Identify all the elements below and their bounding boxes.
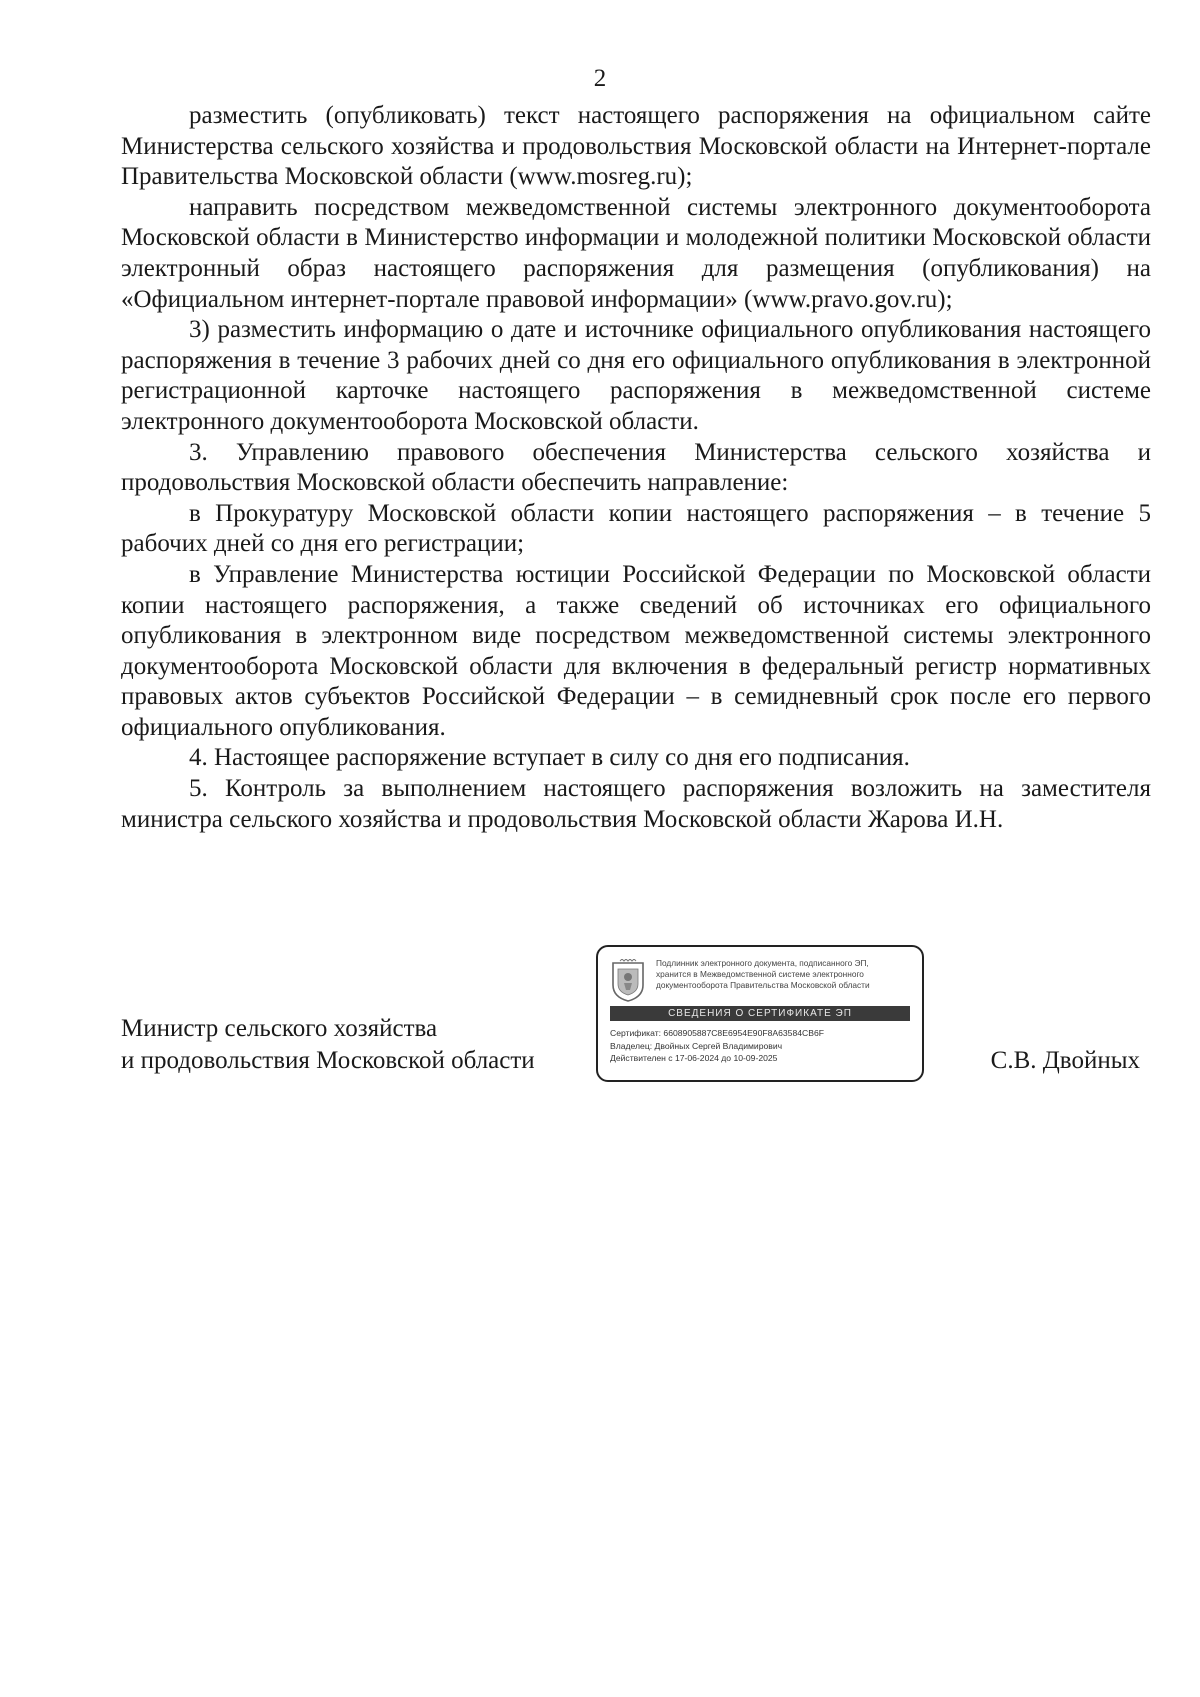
signer-name: С.В. Двойных	[990, 1047, 1140, 1074]
paragraph-justice-ministry: в Управление Министерства юстиции Российской Федерации по Московской области копии настоящего распоряжения, а также сведений об источниках его официального опубликования в электронном виде посредством межведомственной системы электронного документооборота Московской области для включения в федеральный регистр нормативных правовых актов субъектов Российской Федерации – в семидневный срок после его первого официального опубликования.	[121, 560, 1151, 741]
signer-position	[121, 1013, 551, 1077]
paragraph-section-5: 5. Контроль за выполнением настоящего распоряжения возложить на заместителя министра сельского хозяйства и продовольствия Московской области Жарова И.Н.	[121, 775, 1151, 833]
stamp-validity: Действителен с 17-06-2024 до 10-09-2025	[610, 1053, 778, 1063]
paragraph-section-3: 3. Управлению правового обеспечения Министерства сельского хозяйства и продовольствия Московской области обеспечить направление:	[121, 438, 1151, 497]
stamp-details	[610, 1027, 915, 1065]
moscow-oblast-emblem-icon	[610, 959, 646, 1003]
signer-position-line-2: и продовольствия Московской области	[121, 1047, 535, 1074]
signer-position-line-1: Министр сельского хозяйства	[121, 1015, 438, 1042]
document-body	[121, 101, 1151, 835]
paragraph-publish-site: разместить (опубликовать) текст настоящего распоряжения на официальном сайте Министерства сельского хозяйства и продовольствия Московской области на Интернет-портале Правительства Московской области (www.mosreg.ru);	[121, 102, 1151, 191]
stamp-certificate: Сертификат: 6608905887C8E6954E90F8A63584CB6F	[610, 1028, 824, 1038]
paragraph-send-pravo: направить посредством межведомственной системы электронного документооборота Московской области в Министерство информации и молодежной политики Московской области электронный образ настоящего распоряжения для размещения (опубликования) на «Официальном интернет-портале правовой информации» (www.pravo.gov.ru);	[121, 193, 1151, 313]
paragraph-item-3-info: 3) разместить информацию о дате и источнике официального опубликования настоящего распоряжения в течение 3 рабочих дней со дня его официального опубликования в электронной регистрационной карточке настоящего распоряжения в межведомственной системе электронного документооборота Московской области.	[121, 316, 1151, 435]
stamp-notice-line-3: документооборота Правительства Московской области	[656, 980, 870, 990]
paragraph-prosecutor: в Прокуратуру Московской области копии настоящего распоряжения – в течение 5 рабочих дней со дня его регистрации;	[121, 499, 1151, 558]
electronic-signature-stamp	[596, 945, 924, 1082]
stamp-banner: СВЕДЕНИЯ О СЕРТИФИКАТЕ ЭП	[610, 1006, 910, 1021]
paragraph-section-4: 4. Настоящее распоряжение вступает в силу со дня его подписания.	[189, 744, 910, 772]
page-number: 2	[593, 65, 607, 92]
stamp-notice	[656, 958, 918, 991]
stamp-notice-line-2: хранится в Межведомственной системе электронного	[656, 969, 864, 979]
stamp-owner: Владелец: Двойных Сергей Владимирович	[610, 1040, 783, 1051]
stamp-notice-line-1: Подлинник электронного документа, подписанного ЭП,	[656, 958, 869, 968]
